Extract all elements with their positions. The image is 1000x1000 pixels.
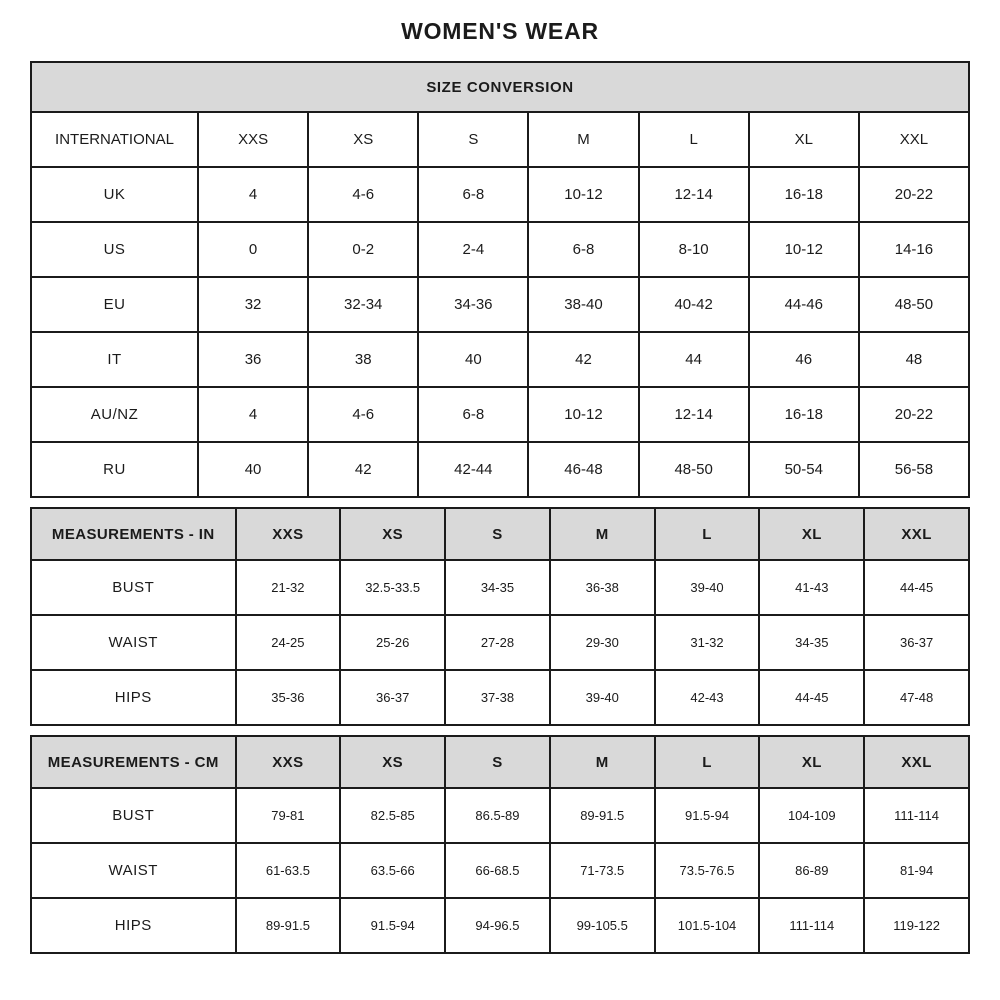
value-cell: 61-63.5 <box>236 843 341 898</box>
value-cell: 16-18 <box>749 387 859 442</box>
value-cell: 40 <box>198 442 308 497</box>
row-label-cell: IT <box>31 332 198 387</box>
value-cell: 31-32 <box>655 615 760 670</box>
value-cell: 111-114 <box>864 788 969 843</box>
tables-container <box>30 61 970 954</box>
row-label-cell: AU/NZ <box>31 387 198 442</box>
value-cell: 91.5-94 <box>340 898 445 953</box>
value-cell: 32 <box>198 277 308 332</box>
row-label-cell: UK <box>31 167 198 222</box>
value-cell: 38-40 <box>528 277 638 332</box>
value-cell: 81-94 <box>864 843 969 898</box>
value-cell: 39-40 <box>550 670 655 725</box>
value-cell: 34-36 <box>418 277 528 332</box>
value-cell: 10-12 <box>528 167 638 222</box>
col-header-cell: S <box>445 736 550 788</box>
value-cell: 0-2 <box>308 222 418 277</box>
value-cell: 94-96.5 <box>445 898 550 953</box>
value-cell: 8-10 <box>639 222 749 277</box>
row-label-cell: WAIST <box>31 615 236 670</box>
value-cell: 39-40 <box>655 560 760 615</box>
value-cell: 111-114 <box>759 898 864 953</box>
col-header-cell: XL <box>749 112 859 167</box>
page-title: WOMEN'S WEAR <box>401 18 599 44</box>
value-cell: 86.5-89 <box>445 788 550 843</box>
value-cell: 16-18 <box>749 167 859 222</box>
row-label-cell: HIPS <box>31 898 236 953</box>
value-cell: 48 <box>859 332 969 387</box>
table-row <box>31 788 969 843</box>
col-header-cell: XXL <box>864 736 969 788</box>
size-conversion-table <box>30 61 970 498</box>
col-header-cell: L <box>639 112 749 167</box>
value-cell: 36 <box>198 332 308 387</box>
table-row <box>31 167 969 222</box>
value-cell: 48-50 <box>639 442 749 497</box>
value-cell: 12-14 <box>639 167 749 222</box>
col-header-cell: XL <box>759 736 864 788</box>
value-cell: 71-73.5 <box>550 843 655 898</box>
value-cell: 29-30 <box>550 615 655 670</box>
value-cell: 10-12 <box>749 222 859 277</box>
value-cell: 46 <box>749 332 859 387</box>
corner-header-cell: MEASUREMENTS - CM <box>31 736 236 788</box>
col-header-cell: M <box>528 112 638 167</box>
col-header-cell: XS <box>340 736 445 788</box>
col-header-cell: XXS <box>236 736 341 788</box>
value-cell: 41-43 <box>759 560 864 615</box>
value-cell: 36-37 <box>340 670 445 725</box>
table-row <box>31 277 969 332</box>
value-cell: 99-105.5 <box>550 898 655 953</box>
value-cell: 27-28 <box>445 615 550 670</box>
value-cell: 63.5-66 <box>340 843 445 898</box>
col-header-cell: S <box>418 112 528 167</box>
value-cell: 4 <box>198 387 308 442</box>
value-cell: 37-38 <box>445 670 550 725</box>
value-cell: 38 <box>308 332 418 387</box>
value-cell: 14-16 <box>859 222 969 277</box>
table-banner: SIZE CONVERSION <box>31 62 969 112</box>
value-cell: 42 <box>308 442 418 497</box>
value-cell: 42-43 <box>655 670 760 725</box>
row-label-cell: RU <box>31 442 198 497</box>
value-cell: 21-32 <box>236 560 341 615</box>
value-cell: 20-22 <box>859 167 969 222</box>
row-label-cell: EU <box>31 277 198 332</box>
value-cell: 44-45 <box>759 670 864 725</box>
measurements-in-table <box>30 507 970 726</box>
col-header-cell: XS <box>308 112 418 167</box>
table-row <box>31 332 969 387</box>
table-row <box>31 670 969 725</box>
value-cell: 32-34 <box>308 277 418 332</box>
value-cell: 24-25 <box>236 615 341 670</box>
value-cell: 4-6 <box>308 387 418 442</box>
value-cell: 4-6 <box>308 167 418 222</box>
value-cell: 48-50 <box>859 277 969 332</box>
value-cell: 86-89 <box>759 843 864 898</box>
table-row <box>31 843 969 898</box>
value-cell: 32.5-33.5 <box>340 560 445 615</box>
col-header-cell: M <box>550 736 655 788</box>
corner-header-cell: MEASUREMENTS - IN <box>31 508 236 560</box>
corner-header-cell: INTERNATIONAL <box>31 112 198 167</box>
value-cell: 40 <box>418 332 528 387</box>
col-header-cell: XXS <box>198 112 308 167</box>
value-cell: 44-45 <box>864 560 969 615</box>
col-header-cell: L <box>655 736 760 788</box>
value-cell: 36-38 <box>550 560 655 615</box>
value-cell: 104-109 <box>759 788 864 843</box>
value-cell: 44 <box>639 332 749 387</box>
row-label-cell: BUST <box>31 788 236 843</box>
value-cell: 35-36 <box>236 670 341 725</box>
value-cell: 46-48 <box>528 442 638 497</box>
value-cell: 12-14 <box>639 387 749 442</box>
value-cell: 56-58 <box>859 442 969 497</box>
row-label-cell: WAIST <box>31 843 236 898</box>
value-cell: 6-8 <box>418 167 528 222</box>
value-cell: 6-8 <box>418 387 528 442</box>
col-header-cell: XL <box>759 508 864 560</box>
value-cell: 34-35 <box>445 560 550 615</box>
value-cell: 119-122 <box>864 898 969 953</box>
row-label-cell: US <box>31 222 198 277</box>
value-cell: 50-54 <box>749 442 859 497</box>
value-cell: 34-35 <box>759 615 864 670</box>
col-header-cell: M <box>550 508 655 560</box>
value-cell: 91.5-94 <box>655 788 760 843</box>
value-cell: 40-42 <box>639 277 749 332</box>
col-header-cell: XXS <box>236 508 341 560</box>
value-cell: 89-91.5 <box>550 788 655 843</box>
value-cell: 2-4 <box>418 222 528 277</box>
value-cell: 79-81 <box>236 788 341 843</box>
value-cell: 89-91.5 <box>236 898 341 953</box>
value-cell: 10-12 <box>528 387 638 442</box>
value-cell: 4 <box>198 167 308 222</box>
col-header-cell: XXL <box>859 112 969 167</box>
col-header-cell: XXL <box>864 508 969 560</box>
value-cell: 42-44 <box>418 442 528 497</box>
value-cell: 36-37 <box>864 615 969 670</box>
value-cell: 20-22 <box>859 387 969 442</box>
value-cell: 42 <box>528 332 638 387</box>
col-header-cell: L <box>655 508 760 560</box>
row-label-cell: BUST <box>31 560 236 615</box>
table-row <box>31 898 969 953</box>
measurements-cm-table <box>30 735 970 954</box>
col-header-cell: S <box>445 508 550 560</box>
table-row <box>31 222 969 277</box>
value-cell: 0 <box>198 222 308 277</box>
value-cell: 44-46 <box>749 277 859 332</box>
table-row <box>31 387 969 442</box>
table-row <box>31 615 969 670</box>
value-cell: 73.5-76.5 <box>655 843 760 898</box>
row-label-cell: HIPS <box>31 670 236 725</box>
table-row <box>31 442 969 497</box>
value-cell: 101.5-104 <box>655 898 760 953</box>
col-header-cell: XS <box>340 508 445 560</box>
table-row <box>31 560 969 615</box>
value-cell: 82.5-85 <box>340 788 445 843</box>
value-cell: 66-68.5 <box>445 843 550 898</box>
value-cell: 25-26 <box>340 615 445 670</box>
value-cell: 47-48 <box>864 670 969 725</box>
value-cell: 6-8 <box>528 222 638 277</box>
